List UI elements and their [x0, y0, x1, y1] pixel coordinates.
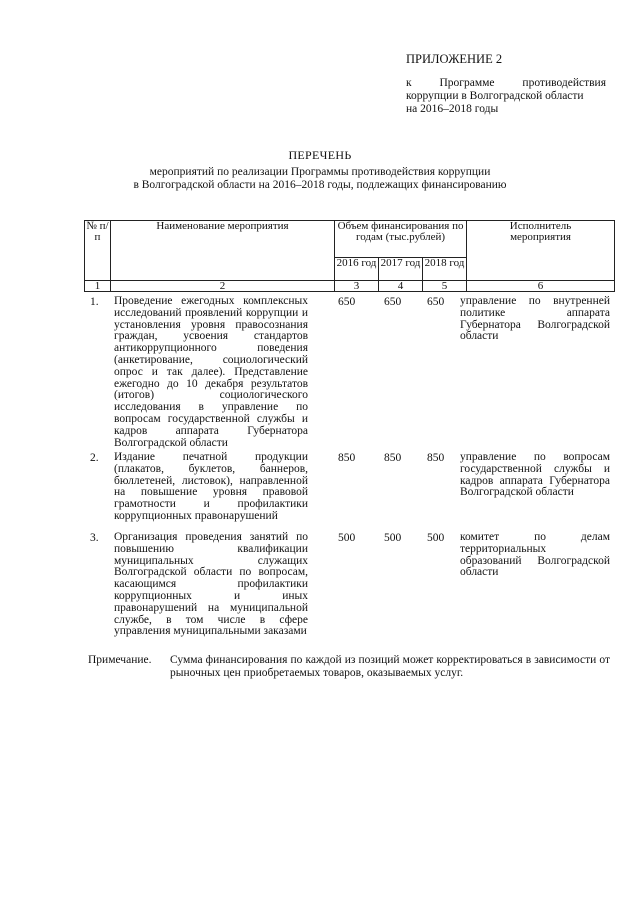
row-number: 2.: [90, 452, 99, 464]
row-executor: комитет по делам территориальных образований Волгоградской области: [460, 531, 610, 579]
row-value-2016: 500: [338, 532, 356, 544]
column-number: 1: [85, 281, 111, 292]
appendix-word: противодействия: [522, 77, 606, 89]
row-name: Проведение ежегодных комплексных исследований проявлений коррупции и установления уровня правосознания граждан, усвоения стандартов антикоррупционного поведения (анкетирование, социологический опрос и так далее). Представление ежегодно до 10 декабря результатов (итогов) социологического исследования в управление по вопросам государственной службы и кадров аппарата Губернатора Волгоградской области: [114, 295, 308, 449]
row-value-2018: 850: [427, 452, 445, 464]
row-value-2018: 650: [427, 296, 445, 308]
row-value-2016: 850: [338, 452, 356, 464]
header-year-2017: 2017 год: [379, 258, 423, 281]
header-year-2018: 2018 год: [423, 258, 467, 281]
appendix-title: ПРИЛОЖЕНИЕ 2: [406, 52, 503, 66]
row-value-2017: 850: [384, 452, 402, 464]
row-value-2016: 650: [338, 296, 356, 308]
appendix-word: к: [406, 77, 412, 89]
header-num: № п/п: [85, 221, 111, 281]
column-number: 5: [423, 281, 467, 292]
table-header: [84, 220, 615, 292]
list-subtitle-line-2: в Волгоградской области на 2016–2018 годы, подлежащих финансированию: [133, 179, 507, 191]
appendix-line-2: коррупции в Волгоградской области: [406, 90, 584, 102]
row-number: 1.: [90, 296, 99, 308]
column-number: 4: [379, 281, 423, 292]
list-subtitle-line-1: мероприятий по реализации Программы противодействия коррупции: [149, 166, 491, 178]
appendix-line-1: [406, 77, 606, 90]
row-number: 3.: [90, 532, 99, 544]
note-label: Примечание.: [88, 654, 152, 666]
header-name: Наименование мероприятия: [111, 221, 335, 281]
appendix-word: Программе: [439, 77, 495, 89]
row-value-2018: 500: [427, 532, 445, 544]
list-title: ПЕРЕЧЕНЬ: [288, 148, 352, 162]
column-number: 3: [335, 281, 379, 292]
row-name: Организация проведения занятий по повышению квалификации муниципальных служащих Волгоградской области по вопросам, касающимся профилактики коррупционных и иных правонарушений на муниципальной службе, в том числе в сфере управления муниципальными заказами: [114, 531, 308, 638]
header-executor: Исполнитель мероприятия: [467, 221, 615, 281]
list-subtitle: [0, 166, 640, 192]
row-name: Издание печатной продукции (плакатов, буклетов, баннеров, бюллетеней, листовок), направленной на повышение уровня правовой грамотности и профилактики коррупционных правонарушений: [114, 451, 308, 522]
appendix-line-3: на 2016–2018 годы: [406, 103, 499, 115]
note-text: Сумма финансирования по каждой из позиций может корректироваться в зависимости от рыночных цен приобретаемых товаров, оказываемых услуг.: [170, 654, 610, 679]
header-funding: Объем финансирования по годам (тыс.рублей): [335, 221, 467, 258]
row-executor: управление по внутренней политике аппарата Губернатора Волгоградской области: [460, 295, 610, 343]
row-value-2017: 500: [384, 532, 402, 544]
row-executor: управление по вопросам государственной службы и кадров аппарата Губернатора Волгоградской области: [460, 451, 610, 499]
row-value-2017: 650: [384, 296, 402, 308]
appendix-block: [406, 52, 606, 116]
column-number: 6: [467, 281, 615, 292]
column-number: 2: [111, 281, 335, 292]
header-year-2016: 2016 год: [335, 258, 379, 281]
